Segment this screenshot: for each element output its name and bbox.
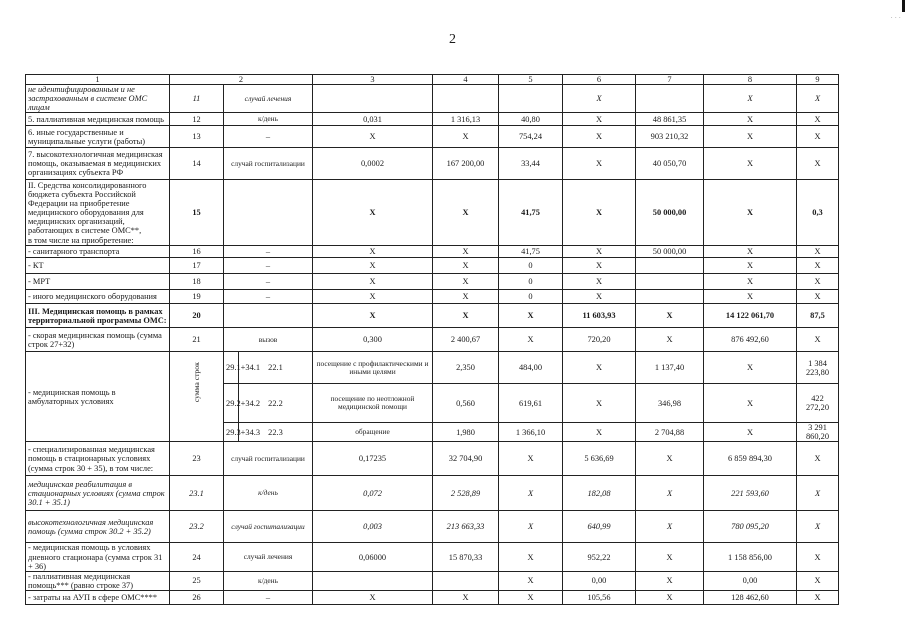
row-number: 24 <box>170 543 224 571</box>
row-unit: – <box>224 258 313 274</box>
cell: 0,300 <box>313 328 433 352</box>
cell: 87,5 <box>797 304 839 328</box>
cell: Х <box>499 590 563 604</box>
header-cell: 6 <box>563 75 636 85</box>
cell <box>433 85 499 113</box>
cell: 3 291 860,20 <box>797 423 839 442</box>
row-number: 20 <box>170 304 224 328</box>
cell: 2 704,88 <box>636 423 704 442</box>
cell: Х <box>313 180 433 246</box>
cell: Х <box>433 180 499 246</box>
cell: Х <box>636 590 704 604</box>
row-number: 13 <box>170 126 224 148</box>
cell: 346,98 <box>636 384 704 423</box>
table-row <box>26 85 839 113</box>
cell: Х <box>704 352 797 384</box>
row-name: - скорая медицинская помощь (сумма строк 27+32) <box>26 328 170 352</box>
row-unit: случай лечения <box>224 85 313 113</box>
row-number: 26 <box>170 590 224 604</box>
row-name: II. Средства консолидированного бюджета субъекта Российской Федерации на приобретение медицинского оборудования для медицинских организаций, работающих в системе ОМС**, <box>28 181 147 236</box>
cell: Х <box>433 290 499 304</box>
cell <box>636 85 704 113</box>
cell: 0,17235 <box>313 442 433 476</box>
row-number: 15 <box>170 180 224 246</box>
cell: 5 636,69 <box>563 442 636 476</box>
cell: 182,08 <box>563 476 636 511</box>
row-number: 12 <box>170 113 224 126</box>
cell: 619,61 <box>499 384 563 423</box>
cell: 221 593,60 <box>704 476 797 511</box>
cell: 40,80 <box>499 113 563 126</box>
cell: Х <box>797 328 839 352</box>
cell: Х <box>313 246 433 258</box>
row-name: 7. высокотехнологичная медицинская помощь, оказываемая в медицинских организациях субъекта РФ <box>26 148 170 180</box>
row-formula: 29.2+34.2 <box>224 384 239 423</box>
cell: 105,56 <box>563 590 636 604</box>
vertical-label-cell <box>170 352 224 442</box>
row-unit: – <box>224 274 313 290</box>
cell: Х <box>636 476 704 511</box>
cell: 422 272,20 <box>797 384 839 423</box>
cell: 167 200,00 <box>433 148 499 180</box>
row-unit: вызов <box>224 328 313 352</box>
cell: 0,003 <box>313 511 433 543</box>
row-number: 17 <box>170 258 224 274</box>
cell <box>313 571 433 590</box>
row-unit: посещение по неотложной медицинской помощи <box>313 384 433 423</box>
cell: Х <box>499 571 563 590</box>
header-cell: 8 <box>704 75 797 85</box>
cell: Х <box>313 304 433 328</box>
cell: 903 210,32 <box>636 126 704 148</box>
cell: Х <box>704 148 797 180</box>
cell: Х <box>704 246 797 258</box>
cell: 1 384 223,80 <box>797 352 839 384</box>
row-name: 6. иные государственные и муниципальные услуги (работы) <box>26 126 170 148</box>
cell <box>433 571 499 590</box>
row-unit: случай госпитализации <box>224 442 313 476</box>
row-name: - медицинская помощь в условиях дневного стационара (сумма строк 31 + 36) <box>26 543 170 571</box>
cell: 1 137,40 <box>636 352 704 384</box>
cell: Х <box>433 126 499 148</box>
row-unit: к/день <box>224 571 313 590</box>
cell: 41,75 <box>499 180 563 246</box>
cell: Х <box>499 511 563 543</box>
cell: 2 528,89 <box>433 476 499 511</box>
cell: Х <box>704 126 797 148</box>
cell: Х <box>636 511 704 543</box>
header-cell: 5 <box>499 75 563 85</box>
cell: 32 704,90 <box>433 442 499 476</box>
cell <box>636 274 704 290</box>
header-cell: 2 <box>170 75 313 85</box>
row-number: 23.1 <box>170 476 224 511</box>
cell: 0,3 <box>797 180 839 246</box>
cell: 2 400,67 <box>433 328 499 352</box>
table-row <box>26 352 839 384</box>
cell: 1 366,10 <box>499 423 563 442</box>
vertical-label: сумма строк <box>191 362 201 402</box>
cell: Х <box>433 258 499 274</box>
cell: Х <box>704 290 797 304</box>
cell: Х <box>499 543 563 571</box>
cell: 780 095,20 <box>704 511 797 543</box>
cell: Х <box>499 442 563 476</box>
cell: Х <box>797 274 839 290</box>
cell: 0,072 <box>313 476 433 511</box>
cell: Х <box>797 442 839 476</box>
cell: 754,24 <box>499 126 563 148</box>
table-row <box>26 476 839 511</box>
row-name: высокотехнологичная медицинская помощь (сумма строк 30.2 + 35.2) <box>26 511 170 543</box>
cell: Х <box>313 274 433 290</box>
row-unit: посещение с профилактическими и иными целями <box>313 352 433 384</box>
budget-table <box>25 74 839 605</box>
header-cell: 7 <box>636 75 704 85</box>
cell: Х <box>636 543 704 571</box>
row-number: 23 <box>170 442 224 476</box>
row-name: - специализированная медицинская помощь в стационарных условиях (сумма строк 30 + 35), в том числе: <box>26 442 170 476</box>
cell: 0,031 <box>313 113 433 126</box>
table-row <box>26 543 839 571</box>
cell: Х <box>499 328 563 352</box>
row-name: - МРТ <box>26 274 170 290</box>
cell: Х <box>797 148 839 180</box>
row-unit: случай лечения <box>224 543 313 571</box>
cell: 952,22 <box>563 543 636 571</box>
cell: Х <box>563 246 636 258</box>
table-row <box>26 571 839 590</box>
page-number: 2 <box>449 32 456 47</box>
cell: Х <box>563 85 636 113</box>
row-name: - паллиативная медицинская помощь*** (равно строке 37) <box>26 571 170 590</box>
cell: 15 870,33 <box>433 543 499 571</box>
cell: Х <box>636 304 704 328</box>
cell: Х <box>563 274 636 290</box>
header-cell: 4 <box>433 75 499 85</box>
row-number: 23.2 <box>170 511 224 543</box>
row-name: - иного медицинского оборудования <box>26 290 170 304</box>
cell: Х <box>563 180 636 246</box>
row-unit: – <box>224 590 313 604</box>
row-name-cell <box>26 180 170 246</box>
row-formula: 29.3+34.3 <box>224 423 239 442</box>
row-unit <box>224 304 313 328</box>
row-name: - затраты на АУП в сфере ОМС**** <box>26 590 170 604</box>
cell: Х <box>797 511 839 543</box>
cell: Х <box>563 113 636 126</box>
row-number: 21 <box>170 328 224 352</box>
scan-dots: · · · <box>890 14 901 22</box>
cell: 0,00 <box>704 571 797 590</box>
cell: 0 <box>499 274 563 290</box>
row-name: III. Медицинская помощь в рамках территориальной программы ОМС: <box>26 304 170 328</box>
row-unit: к/день <box>224 113 313 126</box>
cell: Х <box>704 85 797 113</box>
cell: 640,99 <box>563 511 636 543</box>
cell: Х <box>563 258 636 274</box>
row-unit: обращение <box>313 423 433 442</box>
cell: 0,06000 <box>313 543 433 571</box>
cell: Х <box>563 384 636 423</box>
cell: 1,980 <box>433 423 499 442</box>
cell: Х <box>563 126 636 148</box>
row-unit: – <box>224 290 313 304</box>
row-unit: – <box>224 126 313 148</box>
cell: Х <box>313 290 433 304</box>
row-unit: к/день <box>224 476 313 511</box>
cell: Х <box>563 423 636 442</box>
row-number: 22.1 <box>239 352 313 384</box>
table-row <box>26 274 839 290</box>
cell: 1 316,13 <box>433 113 499 126</box>
cell: Х <box>636 571 704 590</box>
cell: Х <box>433 274 499 290</box>
cell: Х <box>704 258 797 274</box>
cell: Х <box>563 148 636 180</box>
table-row <box>26 148 839 180</box>
cell: Х <box>563 290 636 304</box>
cell: 2,350 <box>433 352 499 384</box>
header-cell: 1 <box>26 75 170 85</box>
row-name: - КТ <box>26 258 170 274</box>
cell: Х <box>499 476 563 511</box>
row-number: 22.3 <box>239 423 313 442</box>
cell: Х <box>499 304 563 328</box>
cell: 1 158 856,00 <box>704 543 797 571</box>
row-unit: случай госпитализации <box>224 148 313 180</box>
cell: Х <box>797 85 839 113</box>
table-row <box>26 290 839 304</box>
cell: 720,20 <box>563 328 636 352</box>
cell: Х <box>704 384 797 423</box>
cell: Х <box>797 290 839 304</box>
cell: Х <box>313 258 433 274</box>
cell: 876 492,60 <box>704 328 797 352</box>
cell: Х <box>636 328 704 352</box>
row-number: 25 <box>170 571 224 590</box>
cell: 0,00 <box>563 571 636 590</box>
row-name-suffix: в том числе на приобретение: <box>28 235 134 245</box>
cell <box>636 290 704 304</box>
row-number: 19 <box>170 290 224 304</box>
cell: 0,560 <box>433 384 499 423</box>
row-number: 16 <box>170 246 224 258</box>
row-unit: – <box>224 246 313 258</box>
cell: Х <box>704 423 797 442</box>
table-row <box>26 246 839 258</box>
cell: Х <box>704 180 797 246</box>
cell: 14 122 061,70 <box>704 304 797 328</box>
cell: Х <box>636 442 704 476</box>
cell <box>313 85 433 113</box>
cell: Х <box>313 590 433 604</box>
cell: Х <box>563 352 636 384</box>
row-name: 5. паллиативная медицинская помощь <box>26 113 170 126</box>
cell: Х <box>433 304 499 328</box>
table-row <box>26 180 839 246</box>
table-row <box>26 126 839 148</box>
cell <box>499 85 563 113</box>
cell: 41,75 <box>499 246 563 258</box>
cell: Х <box>704 274 797 290</box>
row-unit: случай госпитализации <box>224 511 313 543</box>
cell: Х <box>313 126 433 148</box>
cell: 50 000,00 <box>636 246 704 258</box>
cell: Х <box>797 113 839 126</box>
row-unit <box>224 180 313 246</box>
row-name: - санитарного транспорта <box>26 246 170 258</box>
cell: 6 859 894,30 <box>704 442 797 476</box>
header-cell: 9 <box>797 75 839 85</box>
row-number: 11 <box>170 85 224 113</box>
cell: Х <box>797 476 839 511</box>
cell: 40 050,70 <box>636 148 704 180</box>
header-cell: 3 <box>313 75 433 85</box>
cell: 0 <box>499 258 563 274</box>
cell: 11 603,93 <box>563 304 636 328</box>
table-row <box>26 113 839 126</box>
cell: Х <box>797 246 839 258</box>
table-row <box>26 590 839 604</box>
row-number: 14 <box>170 148 224 180</box>
cell <box>636 258 704 274</box>
row-name: - медицинская помощь в амбулаторных условиях <box>26 352 170 442</box>
cell: 48 861,35 <box>636 113 704 126</box>
cell: Х <box>433 246 499 258</box>
header-row <box>26 75 839 85</box>
row-number: 22.2 <box>239 384 313 423</box>
table-row <box>26 304 839 328</box>
cell: Х <box>797 258 839 274</box>
cell: Х <box>704 113 797 126</box>
cell: Х <box>433 590 499 604</box>
cell: 50 000,00 <box>636 180 704 246</box>
cell: Х <box>797 543 839 571</box>
table-row <box>26 511 839 543</box>
cell: 33,44 <box>499 148 563 180</box>
table-row <box>26 442 839 476</box>
cell: 0 <box>499 290 563 304</box>
cell: 128 462,60 <box>704 590 797 604</box>
cell: 484,00 <box>499 352 563 384</box>
cell: Х <box>797 590 839 604</box>
cell: Х <box>797 571 839 590</box>
cell: 0,0002 <box>313 148 433 180</box>
table-row <box>26 328 839 352</box>
cell: 213 663,33 <box>433 511 499 543</box>
row-name: не идентифицированным и не застрахованным в системе ОМС лицам <box>26 85 170 113</box>
table-row <box>26 258 839 274</box>
row-name: медицинская реабилитация в стационарных условиях (сумма строк 30.1 + 35.1) <box>26 476 170 511</box>
cell: Х <box>797 126 839 148</box>
row-formula: 29.1+34.1 <box>224 352 239 384</box>
row-number: 18 <box>170 274 224 290</box>
